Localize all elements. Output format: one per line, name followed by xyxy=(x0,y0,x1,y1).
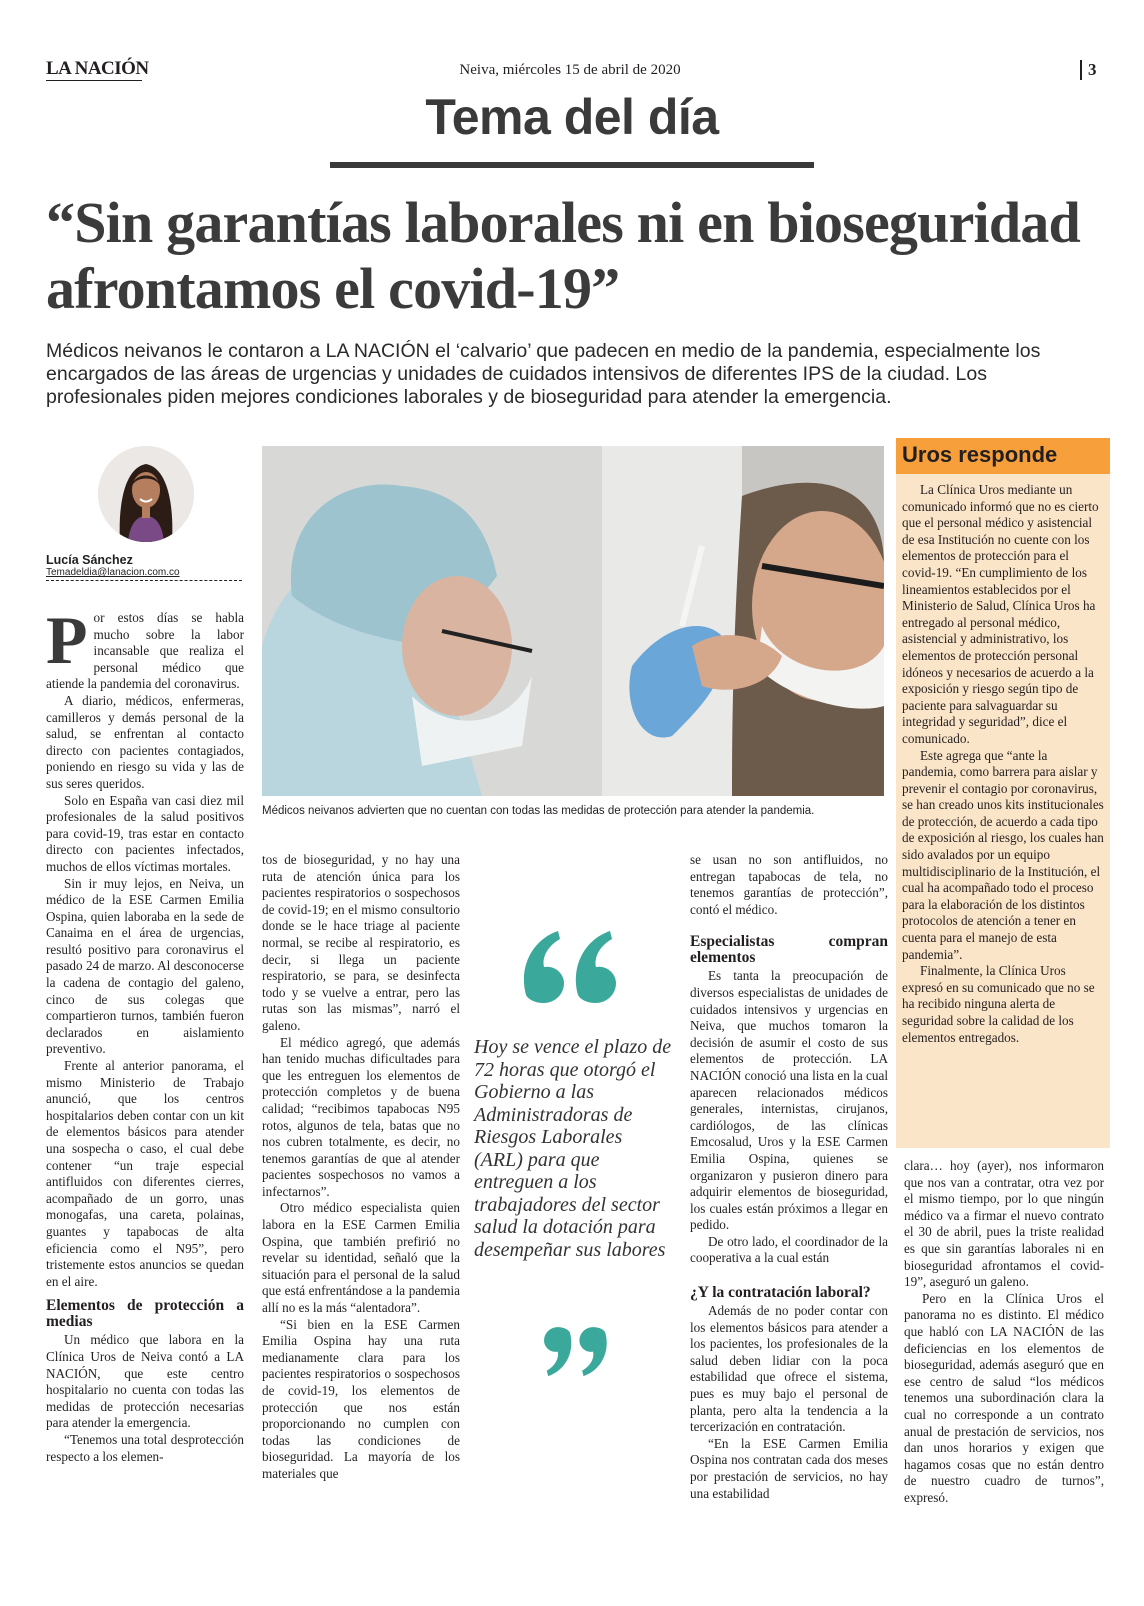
author-name: Lucía Sánchez xyxy=(46,553,133,567)
sidebar-text xyxy=(902,482,1104,1046)
paragraph: Además de no poder contar con los elementos básicos para atender a los pacientes, los profesionales de la salud deben lidiar con la poca estabilidad que ofrece el sistema, pues es muy bajo el personal de planta, pero alta la tendencia a la tercerización en contratación. xyxy=(690,1303,888,1435)
paragraph: “En la ESE Carmen Emilia Ospina nos contratan cada dos meses por prestación de servicios, no hay una estabilidad xyxy=(690,1435,888,1501)
article-photo xyxy=(262,446,884,796)
author-avatar xyxy=(98,446,194,542)
section-title: Tema del día xyxy=(425,89,719,145)
paragraph: Sin ir muy lejos, en Neiva, un médico de la ESE Carmen Emilia Ospina, quien laboraba en la sede de Canaima en el área de urgencias, resultó positivo para coronavirus el pasado 24 de marzo. Al desconocerse la cadena de contagio del galeno, cinco de sus colegas que compartieron turnos, también fueron declarados en aislamiento preventivo. xyxy=(46,875,244,1057)
paragraph: se usan no son antifluidos, no entregan tapabocas de tela, no tenemos garantías de protección”, contó el médico. xyxy=(690,852,888,917)
paragraph: Frente al anterior panorama, el mismo Ministerio de Trabajo anunció, que los centros hospitalarios deben contar con un kit de elementos básicos para atender una sospecha o caso, el cual debe contener “un traje especial antifluidos con diferentes cierres, acompañado de un gorro, unas monogafas, una careta, polainas, guantes y tapabocas de alta eficiencia como el N95”, pero tristemente estos anuncios se quedan en el aire. xyxy=(46,1058,244,1289)
paragraph: La Clínica Uros mediante un comunicado informó que no es cierto que el personal médico y asistencial de esa Institución no cuente con los elementos de protección para el covid-19. “En cumplimiento de los lineamientos establecidos por el Ministerio de Salud, Clínica Uros ha entregado al personal médico, asistencial y administrativo, los elementos de protección personal idóneos y necesarios de acuerdo a la exposición y riesgo según tipo de paciente para salvaguardar su integridad y seguridad”, dice el comunicado. xyxy=(902,482,1099,746)
dateline: Neiva, miércoles 15 de abril de 2020 xyxy=(459,62,681,78)
paragraph: tos de bioseguridad, y no hay una ruta de atención única para los pacientes respiratorios o sospechosos de covid-19; en el mismo consultorio donde se le hace triage al paciente normal, se recibe al respiratorio, es decir, si llega un paciente respiratorio, se para, se desinfecta todo y se vuelve a entrar, pero las rutas son las mismas”, narró el galeno. xyxy=(262,852,460,1033)
paragraph: A diario, médicos, enfermeras, camilleros y demás personal de la salud, se enfrentan al contacto directo con pacientes contagiados, poniendo en riesgo su vida y las de sus seres queridos. xyxy=(46,692,244,791)
paragraph: Por estos días se habla mucho sobre la labor incansable que realiza el personal médico que atiende la pandemia del coronavirus. xyxy=(46,602,244,692)
page-number: 3 xyxy=(1080,60,1097,80)
paragraph: “Si bien en la ESE Carmen Emilia Ospina hay una ruta medianamente clara para los pacientes respiratorios o sospechosos de covid-19, los elementos de protección que nos están proporcionando no cumplen con todas las condiciones de bioseguridad. La mayoría de los materiales que xyxy=(262,1316,460,1481)
masthead-rule xyxy=(46,80,142,81)
paragraph: Otro médico especialista quien labora en la ESE Carmen Emilia Ospina, que también prefirió no revelar su identidad, señaló que la situación para el personal de la salud que está enfrentándose a la pandemia allí no es la más “alentadora”. xyxy=(262,1200,460,1316)
subheading: ¿Y la contratación laboral? xyxy=(690,1284,871,1302)
author-rule xyxy=(46,580,242,581)
lede: Médicos neivanos le contaron a LA NACIÓN el ‘calvario’ que padecen en medio de la pandemia, especialmente los encargados de las áreas de urgencias y unidades de cuidados intensivos de diferentes IPS de la ciudad. Los profesionales piden mejores condiciones laborales y de bioseguridad para atender la emergencia. xyxy=(46,340,1041,408)
headline: “Sin garantías laborales ni en bioseguridad afrontamos el covid-19” xyxy=(46,190,1080,321)
author-email[interactable]: Temadeldia@lanacion.com.co xyxy=(46,567,180,578)
paragraph: Pero en la Clínica Uros el panorama no es distinto. El médico que habló con LA NACIÓN de las deficiencias en los elementos de bioseguridad, además aseguró que en ese centro de salud “los médicos tenemos una subordinación clara la cual no corresponde a un contrato anual de prestación de servicios, nos dan unos horarios y exigen que hagamos cosas que no están dentro de nuestro cuadro de turnos”, expresó. xyxy=(904,1290,1104,1505)
paragraph: clara… hoy (ayer), nos informaron que nos van a contratar, otra vez por el mismo tiempo, por lo que ningún médico va a firmar el nuevo contrato el 30 de abril, pues la triste realidad es que sin garantías laborales ni en bioseguridad afrontamos el covid-19”, aseguró un galeno. xyxy=(904,1158,1104,1290)
paragraph: Es tanta la preocupación de diversos especialistas de unidades de cuidados intensivos y urgencias en Neiva, que muchos tomaron la decisión de asumir el costo de sus elementos de protección. LA NACIÓN conoció una lista en la cual aparecen relacionados médicos generales, internistas, cirujanos, cardiólogos, de las clínicas Emcosalud, Uros y la ESE Carmen Emilia Ospina, quienes se organizaron y pusieron dinero para adquirir elementos de bioseguridad, los cuales están próximos a llegar en pedido. xyxy=(690,968,888,1233)
paragraph: El médico agregó, que además han tenido muchas dificultades para que les entreguen los elementos de protección completos y de buena calidad; “recibimos tapabocas N95 rotos, algunos de tela, batas que no nos cubren totalmente, es decir, no tenemos garantías de que al atender pacientes sospechosos no vamos a infectarnos”. xyxy=(262,1034,460,1199)
sidebar-title: Uros responde xyxy=(902,442,1058,467)
article-column-5 xyxy=(904,1158,1104,1506)
subheading: Elementos de protección a medias xyxy=(46,1297,244,1331)
paragraph: Este agrega que “ante la pandemia, como barrera para aislar y prevenir el contagio por coronavirus, se han creado unos kits institucionales de protección, de acuerdo a cada tipo de exposición al riesgo, los cuales han sido avalados por un equipo multidisciplinario de la Institución, el cual ha acompañado todo el proceso para la elaboración de los distintos protocolos de atención a tener en cuenta para el manejo de esta pandemia”. xyxy=(902,747,1104,962)
quote-close-icon xyxy=(540,1325,608,1386)
paragraph: “Tenemos una total desprotección respecto a los elemen- xyxy=(46,1431,244,1464)
photo-caption: Médicos neivanos advierten que no cuentan con todas las medidas de protección para atender la pandemia. xyxy=(262,805,815,817)
subheading: Especialistas compran elementos xyxy=(690,933,888,967)
section-rule xyxy=(330,162,814,168)
pull-quote: Hoy se vence el plazo de 72 horas que otorgó el Gobierno a las Administradoras de Riesgos Laborales (ARL) para que entreguen a los trabajadores del sector salud la dotación para desempeñar sus labores xyxy=(474,1036,672,1261)
paragraph: Solo en España van casi diez mil profesionales de la salud positivos para covid-19, tras estar en contacto directo con pacientes infectados, muchos de ellos víctimas mortales. xyxy=(46,792,244,874)
paragraph: Finalmente, la Clínica Uros expresó en su comunicado que no se ha recibido ninguna alerta de seguridad sobre la calidad de los elementos entregados. xyxy=(902,963,1095,1045)
paragraph: De otro lado, el coordinador de la cooperativa a la cual están xyxy=(690,1233,888,1266)
quote-open-icon xyxy=(520,925,620,1010)
sidebar-title-bar xyxy=(896,438,1110,474)
paragraph: Un médico que labora en la Clínica Uros de Neiva contó a LA NACIÓN, que este centro hospitalario no cuenta con todas las medidas de protección necesarias para atender la emergencia. xyxy=(46,1332,244,1431)
article-column-2 xyxy=(262,852,460,1483)
drop-cap: P xyxy=(46,602,88,678)
masthead-logo: LA NACIÓN xyxy=(46,58,149,79)
article-column-1 xyxy=(46,602,244,1465)
article-column-4 xyxy=(690,852,888,1502)
